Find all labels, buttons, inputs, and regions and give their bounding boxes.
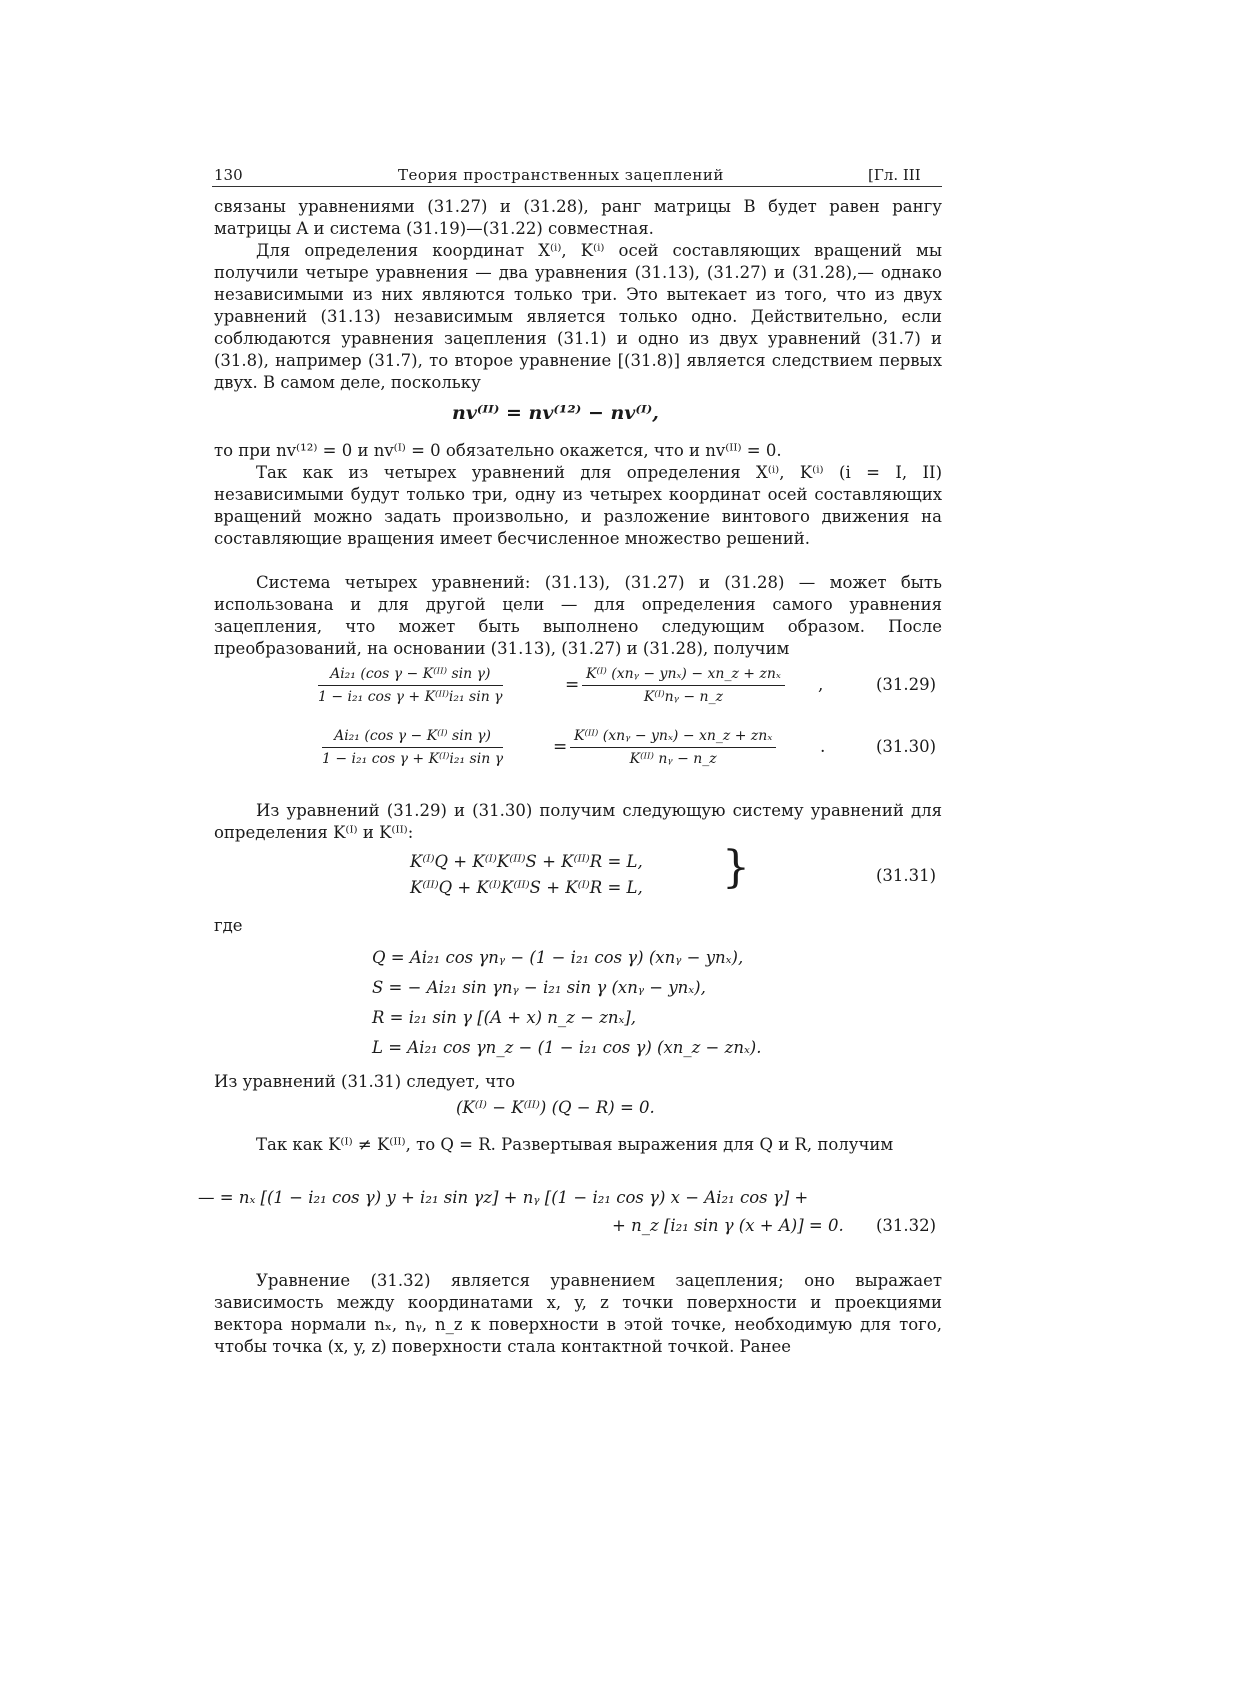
eq-31-30-right-fraction xyxy=(570,728,776,767)
eq-31-30-left-numerator: Ai₂₁ (cos γ − K⁽ᴵ⁾ sin γ) xyxy=(322,728,503,748)
paragraph-5: Система четырех уравнений: (31.13), (31.27) и (31.28) — может быть использована и для другой цели — для определения самого уравнения зацепления, что может быть выполнено следующим образом. После преобразований, на основании (31.13), (31.27) и (31.28), получим xyxy=(214,573,942,658)
def-s: S = − Ai₂₁ sin γnᵧ − i₂₁ sin γ (xnᵧ − ynₓ), xyxy=(372,978,706,997)
def-r: R = i₂₁ sin γ [(A + x) n_z − znₓ], xyxy=(372,1008,637,1027)
eq-31-31-line-2: K⁽ᴵᴵ⁾Q + K⁽ᴵ⁾K⁽ᴵᴵ⁾S + K⁽ᴵ⁾R = L, xyxy=(410,878,643,897)
eq-31-29-left-fraction xyxy=(318,666,503,705)
paragraph-9: Уравнение (31.32) является уравнением зацепления; оно выражает зависимость между координатами x, y, z точки поверхности и проекциями вектора нормали nₓ, nᵧ, n_z к поверхности в этой точке, необходимую для того, чтобы точка (x, y, z) поверхности стала контактной точкой. Ранее xyxy=(214,1271,942,1356)
eq-31-32-line-1: — = nₓ [(1 − i₂₁ cos γ) y + i₂₁ sin γz] + nᵧ [(1 − i₂₁ cos γ) x − Ai₂₁ cos γ] + xyxy=(198,1188,809,1207)
eq-31-29-number: (31.29) xyxy=(876,675,937,694)
eq-31-31-line-1: K⁽ᴵ⁾Q + K⁽ᴵ⁾K⁽ᴵᴵ⁾S + K⁽ᴵᴵ⁾R = L, xyxy=(410,852,643,871)
eq-31-30-left-fraction xyxy=(322,728,503,767)
eq-31-29-left-numerator: Ai₂₁ (cos γ − K⁽ᴵᴵ⁾ sin γ) xyxy=(318,666,503,686)
def-l: L = Ai₂₁ cos γn_z − (1 − i₂₁ cos γ) (xn_z − znₓ). xyxy=(372,1038,762,1057)
eq-31-30-equals: = xyxy=(553,737,568,757)
equation-nv: nv⁽ᴵᴵ⁾ = nv⁽¹²⁾ − nv⁽ᴵ⁾, xyxy=(452,402,659,424)
paragraph-3: то при nv⁽¹²⁾ = 0 и nv⁽ᴵ⁾ = 0 обязательно окажется, что и nv⁽ᴵᴵ⁾ = 0. xyxy=(214,441,782,460)
eq-31-29-equals: = xyxy=(565,675,580,695)
paragraph-1: связаны уравнениями (31.27) и (31.28), ранг матрицы B будет равен рангу матрицы A и система (31.19)—(31.22) совместная. xyxy=(214,197,942,238)
eq-31-29-left-denominator: 1 − i₂₁ cos γ + K⁽ᴵᴵ⁾i₂₁ sin γ xyxy=(318,689,503,705)
page-number: 130 xyxy=(214,166,243,184)
eq-31-30-right-denominator: K⁽ᴵᴵ⁾ nᵧ − n_z xyxy=(629,751,717,767)
eq-31-30-right-numerator: K⁽ᴵᴵ⁾ (xnᵧ − ynₓ) − xn_z + znₓ xyxy=(570,728,776,748)
eq-31-32-line-2: + n_z [i₂₁ sin γ (x + A)] = 0. xyxy=(612,1216,844,1235)
eq-31-29-tail: , xyxy=(818,675,824,695)
paragraph-7: Из уравнений (31.31) следует, что xyxy=(214,1072,516,1091)
paragraph-4: Так как из четырех уравнений для определения X⁽ⁱ⁾, K⁽ⁱ⁾ (i = I, II) независимыми будут только три, одну из четырех координат осей составляющих вращений можно задать произвольно, и разложение винтового движения на составляющие вращения имеет бесчисленное множество решений. xyxy=(214,463,942,548)
running-title: Теория пространственных зацеплений xyxy=(398,166,724,184)
eq-31-30-number: (31.30) xyxy=(876,737,937,756)
paragraph-8: Так как K⁽ᴵ⁾ ≠ K⁽ᴵᴵ⁾, то Q = R. Развертывая выражения для Q и R, получим xyxy=(256,1135,894,1154)
eq-31-29-right-numerator: K⁽ᴵ⁾ (xnᵧ − ynₓ) − xn_z + znₓ xyxy=(582,666,785,686)
eq-31-32-number: (31.32) xyxy=(876,1216,937,1235)
equation-difference: (K⁽ᴵ⁾ − K⁽ᴵᴵ⁾) (Q − R) = 0. xyxy=(456,1098,655,1117)
eq-31-30-left-denominator: 1 − i₂₁ cos γ + K⁽ᴵ⁾i₂₁ sin γ xyxy=(322,751,504,767)
eq-31-31-brace: } xyxy=(722,842,750,893)
chapter-label: [Гл. III xyxy=(868,166,921,184)
header-rule xyxy=(212,186,942,187)
paragraph-2: Для определения координат X⁽ⁱ⁾, K⁽ⁱ⁾ осей составляющих вращений мы получили четыре уравнения — два уравнения (31.13), (31.27) и (31.28),— однако независимыми из них являются только три. Это вытекает из того, что из двух уравнений (31.13) независимым является только одно. Действительно, если соблюдаются уравнения зацепления (31.1) и одно из двух уравнений (31.7) и (31.8), например (31.7), то второе уравнение [(31.8)] является следствием первых двух. В самом деле, поскольку xyxy=(214,241,942,392)
eq-31-29-right-fraction xyxy=(582,666,785,705)
eq-31-31-number: (31.31) xyxy=(876,866,937,885)
where-label: где xyxy=(214,916,243,935)
paragraph-6: Из уравнений (31.29) и (31.30) получим следующую систему уравнений для определения K⁽ᴵ⁾ и K⁽ᴵᴵ⁾: xyxy=(214,801,942,842)
def-q: Q = Ai₂₁ cos γnᵧ − (1 − i₂₁ cos γ) (xnᵧ − ynₓ), xyxy=(372,948,744,967)
eq-31-29-right-denominator: K⁽ᴵ⁾nᵧ − n_z xyxy=(643,689,723,705)
eq-31-30-tail: . xyxy=(820,737,826,757)
